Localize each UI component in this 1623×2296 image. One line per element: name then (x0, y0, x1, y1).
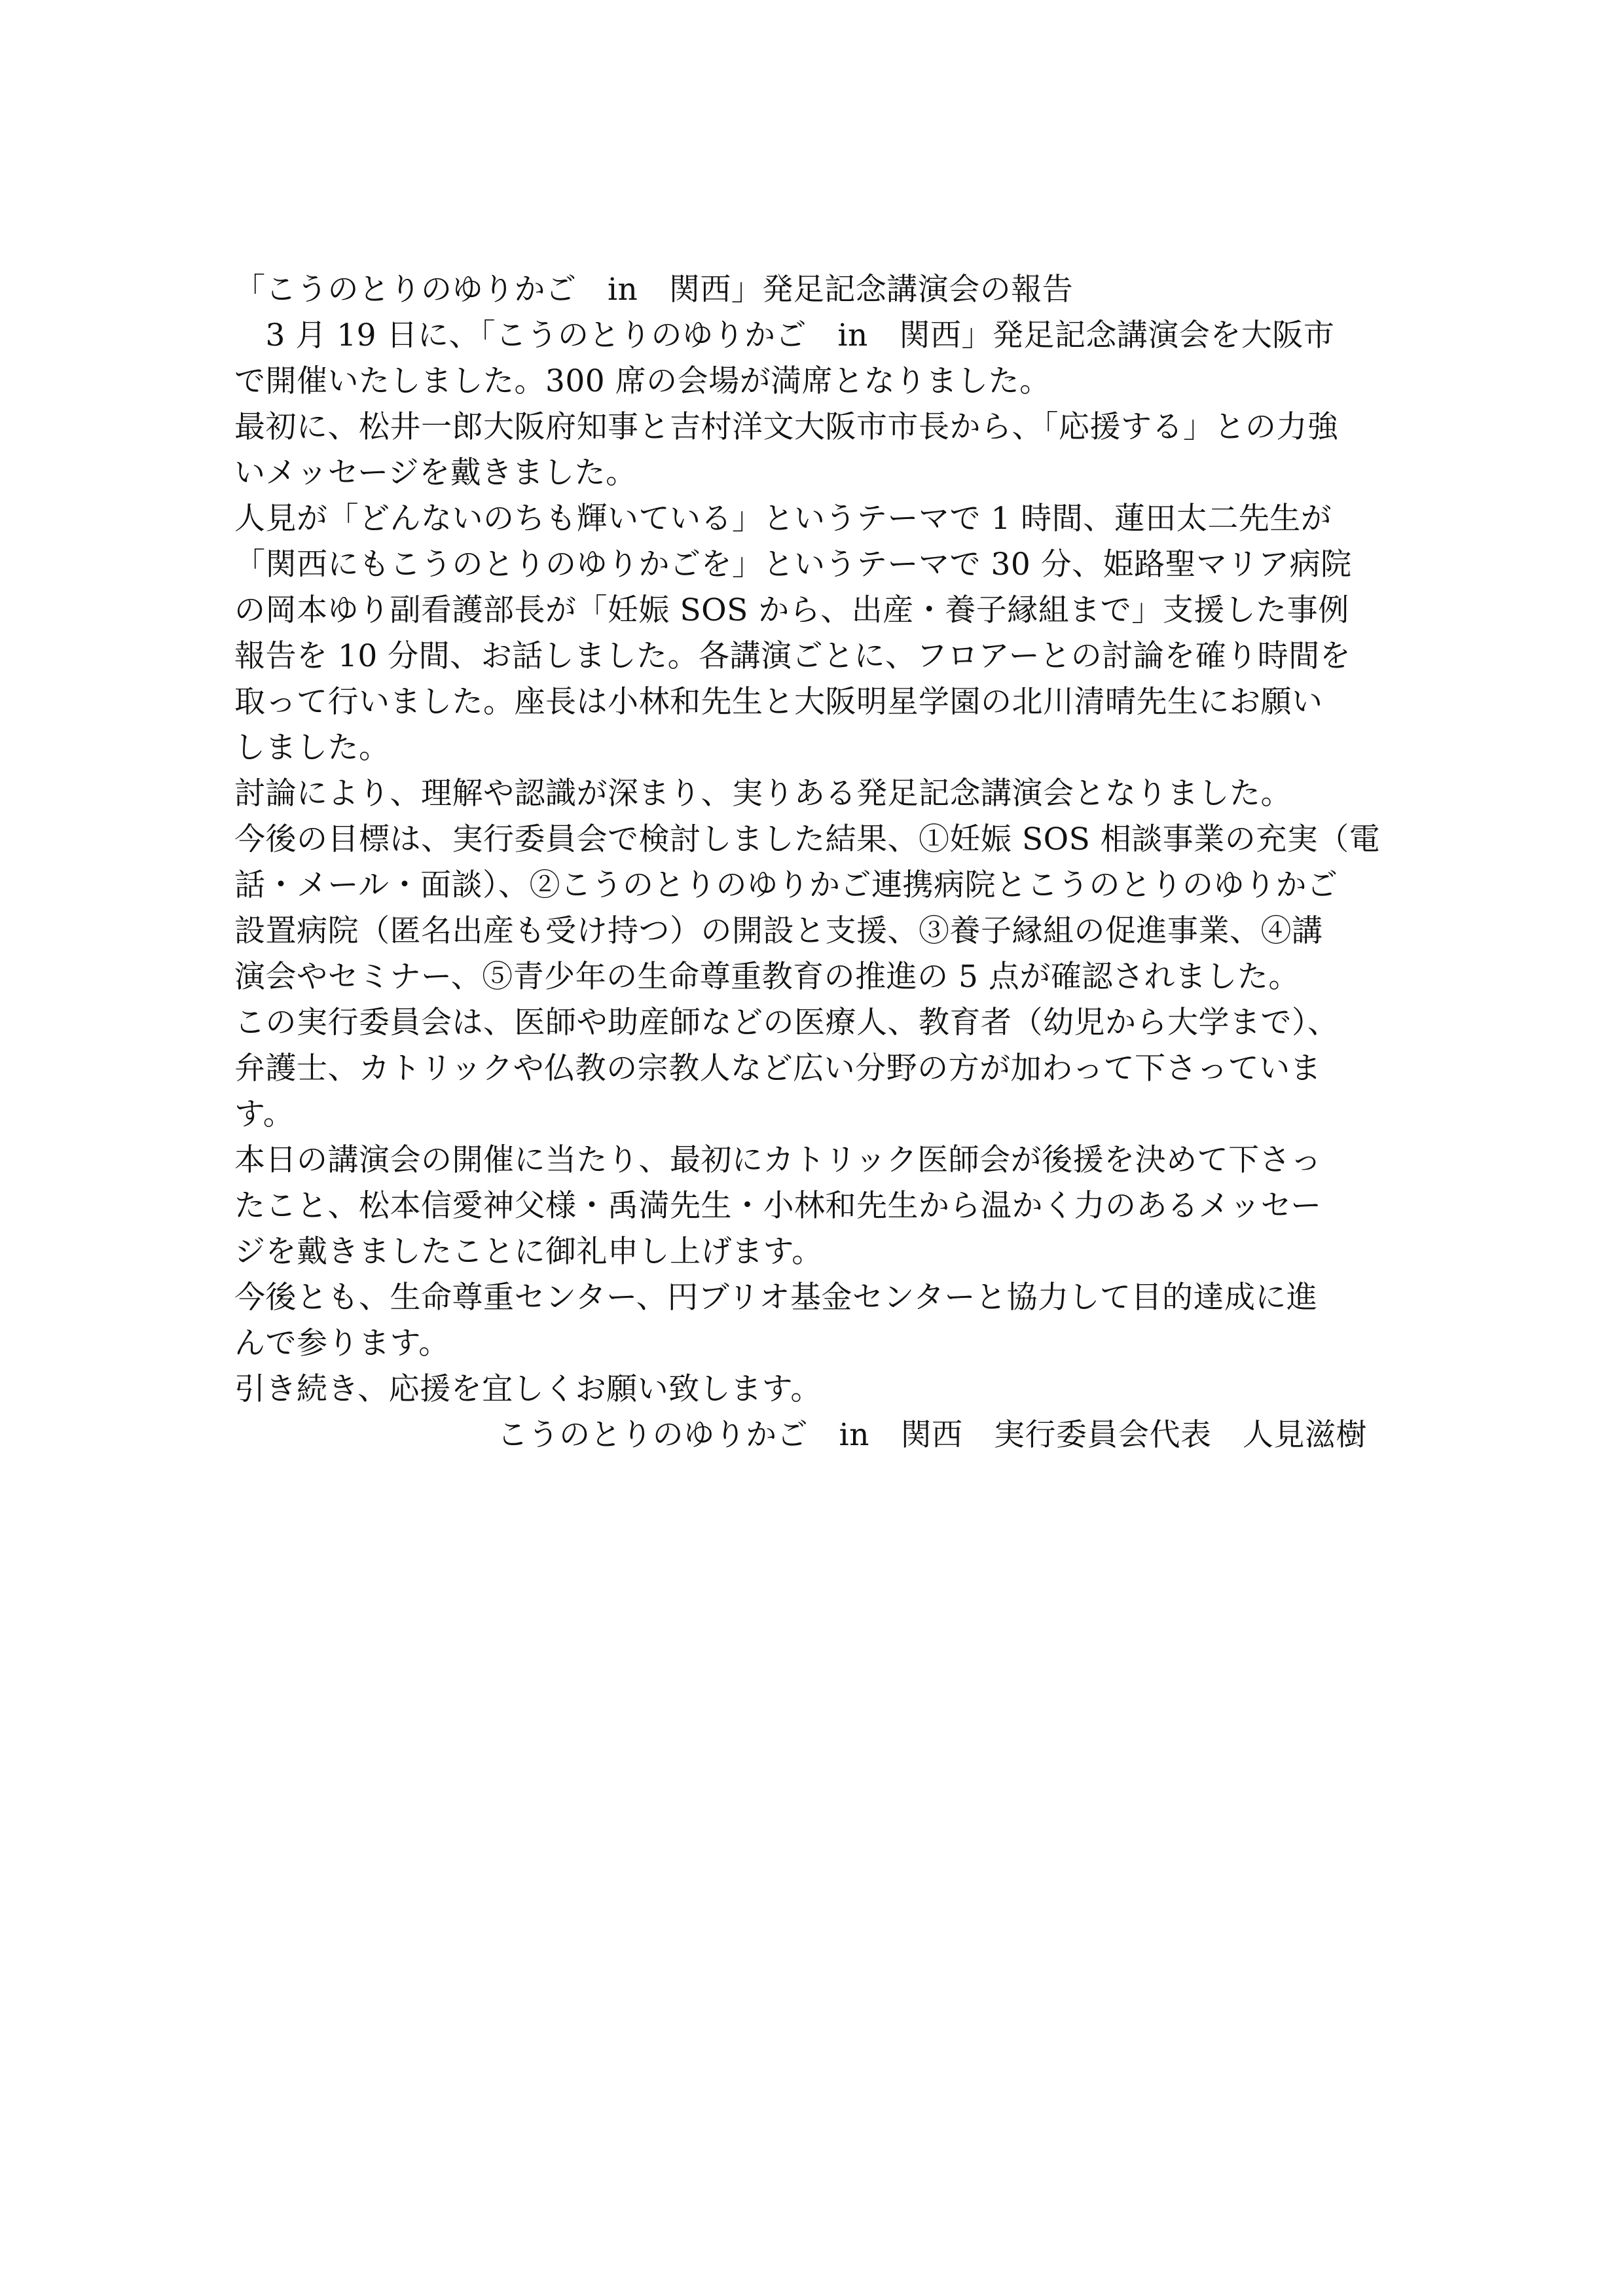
paragraph-line: いメッセージを戴きました。 (234, 455, 637, 491)
paragraph-line: この実行委員会は、医師や助産師などの医療人、教育者（幼児から大学まで）、 (234, 1005, 1339, 1041)
paragraph-line: 設置病院（匿名出産も受け持つ）の開設と支援、③養子縁組の促進事業、④講 (234, 913, 1323, 949)
paragraph-line: 話・メール・面談）、②こうのとりのゆりかご連携病院とこうのとりのゆりかご (234, 867, 1338, 903)
paragraph-line: んで参ります。 (234, 1325, 450, 1361)
paragraph-line: ジを戴きましたことに御礼申し上げます。 (234, 1234, 823, 1270)
document-body (234, 267, 1393, 1458)
paragraph-line: 本日の講演会の開催に当たり、最初にカトリック医師会が後援を決めて下さっ (234, 1142, 1322, 1178)
paragraph-line: 人見が「どんないのちも輝いている」というテーマで 1 時間、蓮田太二先生が (234, 501, 1332, 537)
paragraph-line: 「関西にもこうのとりのゆりかごを」というテーマで 30 分、姫路聖マリア病院 (234, 547, 1352, 583)
paragraph-line: 引き続き、応援を宜しくお願い致します。 (234, 1371, 822, 1407)
paragraph-line: 今後の目標は、実行委員会で検討しました結果、①妊娠 SOS 相談事業の充実（電 (234, 821, 1381, 857)
paragraph-line: 報告を 10 分間、お話しました。各講演ごとに、フロアーとの討論を確り時間を (234, 638, 1351, 674)
paragraph-line: 3 月 19 日に、「こうのとりのゆりかご in 関西」発足記念講演会を大阪市 (234, 317, 1335, 353)
paragraph-line: 討論により、理解や認識が深まり、実りある発足記念講演会となりました。 (234, 776, 1292, 812)
paragraph-line: す。 (234, 1096, 295, 1132)
paragraph-line: 演会やセミナー、⑤青少年の生命尊重教育の推進の 5 点が確認されました。 (234, 959, 1300, 995)
report-title: 「こうのとりのゆりかご in 関西」発足記念講演会の報告 (234, 272, 1074, 308)
paragraph-line: で開催いたしました。300 席の会場が満席となりました。 (234, 363, 1051, 399)
paragraph-line: 最初に、松井一郎大阪府知事と吉村洋文大阪市市長から、「応援する」との力強 (234, 409, 1339, 445)
paragraph-line: 弁護士、カトリックや仏教の宗教人など広い分野の方が加わって下さっていま (234, 1050, 1322, 1086)
paragraph-line: しました。 (234, 730, 390, 766)
signature: こうのとりのゆりかご in 関西 実行委員会代表 人見滋樹 (497, 1417, 1367, 1453)
paragraph-line: 取って行いました。座長は小林和先生と大阪明星学園の北川清晴先生にお願い (234, 684, 1323, 720)
paragraph-line: たこと、松本信愛神父様・禹満先生・小林和先生から温かく力のあるメッセー (234, 1188, 1322, 1224)
paragraph-line: の岡本ゆり副看護部長が「妊娠 SOS から、出産・養子縁組まで」支援した事例 (234, 592, 1349, 628)
paragraph-line: 今後とも、生命尊重センター、円ブリオ基金センターと協力して目的達成に進 (234, 1280, 1318, 1316)
